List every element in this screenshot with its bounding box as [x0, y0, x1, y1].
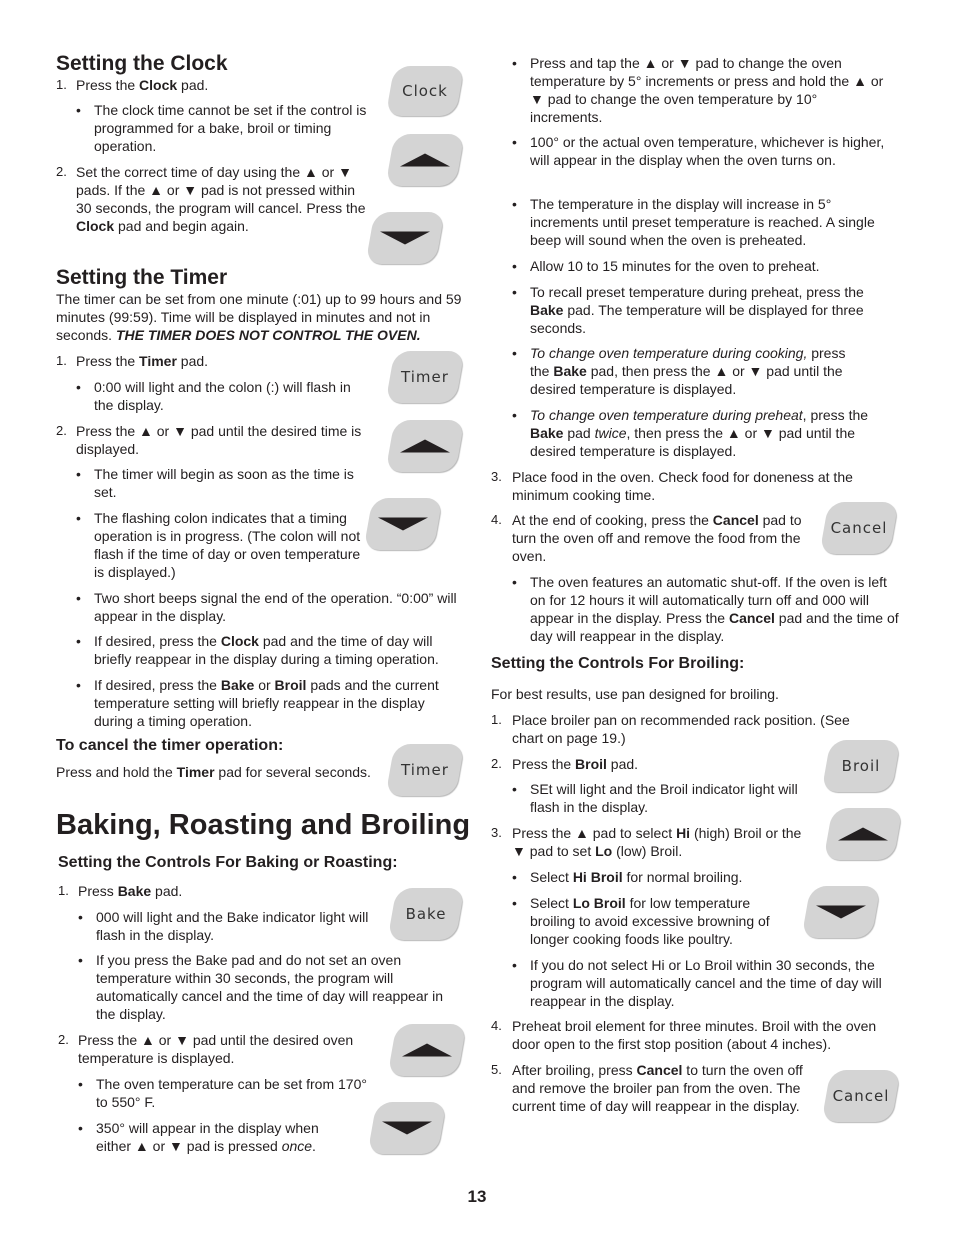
bake-r-bullet-4: • Allow 10 to 15 minutes for the oven to preheat.: [512, 258, 820, 274]
main-heading: Baking, Roasting and Broiling: [56, 809, 471, 841]
clock-pad-button: Clock: [386, 66, 465, 116]
down-arrow-icon: [363, 498, 442, 550]
timer-pad-button: Timer: [385, 744, 464, 796]
down-arrow-icon: [367, 1102, 446, 1154]
section-title-clock: Setting the Clock: [56, 52, 228, 75]
broil-step-3: 3. Press the ▲ pad to select Hi (high) Broil or the ▼ pad to set Lo (low) Broil.: [491, 825, 802, 859]
bake-bullet-2: • If you press the Bake pad and do not set an oven temperature within 30 seconds, the program will automatically cancel and the time of day will reappear in the display.: [78, 952, 444, 1022]
broil-step-4: 4. Preheat broil element for three minutes. Broil with the oven door open to the first stop position (about 4 inches).: [491, 1018, 877, 1052]
broil-bullet-3: • Select Lo Broil for low temperature broiling to avoid excessive browning of longer cooking foods like poultry.: [512, 895, 770, 947]
broiling-title: Setting the Controls For Broiling:: [491, 655, 745, 672]
bake-step-1: 1. Press Bake pad.: [58, 883, 183, 899]
section-title-timer: Setting the Timer: [56, 266, 228, 289]
timer-bullet-4: • Two short beeps signal the end of the operation. “0:00” will appear in the display.: [76, 590, 457, 624]
timer-bullet-2: • The timer will begin as soon as the time is set.: [76, 466, 354, 500]
bake-r-bullet-7: • To change oven temperature during preheat, press the Bake pad twice, then press the ▲ or ▼ pad until the desired temperature is displayed.: [512, 407, 869, 459]
bake-r-bullet-1: • Press and tap the ▲ or ▼ pad to change the oven temperature by 5° increments or press and hold the ▲ or ▼ pad to change the oven temperature by 10° increments.: [512, 55, 884, 125]
bake-bullet-3: • The oven temperature can be set from 170° to 550° F.: [78, 1076, 367, 1110]
clock-step-2: 2. Set the correct time of day using the ▲ or ▼ pads. If the ▲ or ▼ pad is not pressed within 30 seconds, the program will cancel. Press the Clock pad and begin again.: [56, 164, 366, 234]
up-arrow-icon: [387, 1024, 466, 1076]
down-arrow-icon: [365, 212, 444, 264]
broil-pad-button: Broil: [821, 740, 900, 792]
broil-bullet-4: • If you do not select Hi or Lo Broil within 30 seconds, the program will automatically cancel and the time of day will reappear in the display.: [512, 957, 882, 1009]
timer-bullet-1: • 0:00 will light and the colon (:) will flash in the display.: [76, 379, 351, 413]
page-number: 13: [467, 1187, 487, 1206]
bake-r-bullet-5: • To recall preset temperature during preheat, press the Bake pad. The temperature will be displayed for three seconds.: [512, 284, 864, 336]
up-arrow-icon: [385, 134, 464, 186]
down-arrow-icon: [801, 886, 880, 938]
cancel-pad-button: Cancel: [819, 502, 898, 554]
up-arrow-icon: [823, 808, 902, 860]
timer-bullet-5: • If desired, press the Clock pad and the time of day will briefly reappear in the display during a timing operation.: [76, 633, 439, 667]
broil-bullet-1: • SEt will light and the Broil indicator light will flash in the display.: [512, 781, 798, 815]
timer-intro: The timer can be set from one minute (:01) up to 99 hours and 59 minutes (99:59). Time will be displayed in minutes and not in seconds. THE TIMER DOES NOT CONTROL THE OVEN.: [56, 291, 462, 343]
broil-step-1: 1. Place broiler pan on recommended rack position. (See chart on page 19.): [491, 712, 850, 746]
bake-pad-button: Bake: [387, 888, 464, 940]
bake-r-bullet-3: • The temperature in the display will increase in 5° increments until preset temperature is reached. A single beep will sound when the oven is preheated.: [512, 196, 875, 248]
broil-bullet-2: • Select Hi Broil for normal broiling.: [512, 869, 743, 885]
broiling-intro: For best results, use pan designed for broiling.: [491, 686, 779, 702]
broil-step-2: 2. Press the Broil pad.: [491, 756, 639, 772]
cancel-timer-text: Press and hold the Timer pad for several seconds.: [56, 764, 371, 780]
bake-step-4: 4. At the end of cooking, press the Cancel pad to turn the oven off and remove the food from the oven.: [491, 512, 802, 564]
baking-subheading: Setting the Controls For Baking or Roasting:: [58, 854, 398, 871]
bake-r-bullet-8: • The oven features an automatic shut-off. If the oven is left on for 12 hours it will automatically turn off and 000 will appear in the display. Press the Cancel pad and the time of day will reappear in the display.: [512, 574, 899, 644]
timer-bullet-6: • If desired, press the Bake or Broil pads and the current temperature setting will briefly reappear in the display during a timing operation.: [76, 677, 439, 729]
bake-bullet-4: • 350° will appear in the display when either ▲ or ▼ pad is pressed once.: [78, 1120, 319, 1154]
timer-step-2: 2. Press the ▲ or ▼ pad until the desired time is displayed.: [56, 423, 362, 457]
bake-step-3: 3. Place food in the oven. Check food for doneness at the minimum cooking time.: [491, 469, 853, 503]
timer-step-1: 1. Press the Timer pad.: [56, 353, 209, 369]
bake-r-bullet-6: • To change oven temperature during cooking, press the Bake pad, then press the ▲ or ▼ pad until the desired temperature is displayed.: [512, 345, 846, 397]
cancel-timer-title: To cancel the timer operation:: [56, 737, 284, 754]
bake-step-2: 2. Press the ▲ or ▼ pad until the desired oven temperature is displayed.: [58, 1032, 354, 1066]
timer-pad-button: Timer: [385, 351, 464, 403]
timer-bullet-3: • The flashing colon indicates that a timing operation is in progress. (The colon will not flash if the time of day or oven temperature is displayed.): [76, 510, 361, 580]
bake-r-bullet-2: • 100° or the actual oven temperature, whichever is higher, will appear in the display when the oven turns on.: [512, 134, 885, 168]
broil-step-5: 5. After broiling, press Cancel to turn the oven off and remove the broiler pan from the oven. The current time of day will reappear in the display.: [491, 1062, 803, 1114]
bake-bullet-1: • 000 will light and the Bake indicator light will flash in the display.: [78, 909, 369, 943]
cancel-pad-button: Cancel: [821, 1070, 900, 1122]
clock-bullet-1: • The clock time cannot be set if the control is programmed for a bake, broil or timing operation.: [76, 102, 367, 154]
up-arrow-icon: [385, 420, 464, 472]
clock-step-1: 1. Press the Clock pad.: [56, 77, 209, 93]
